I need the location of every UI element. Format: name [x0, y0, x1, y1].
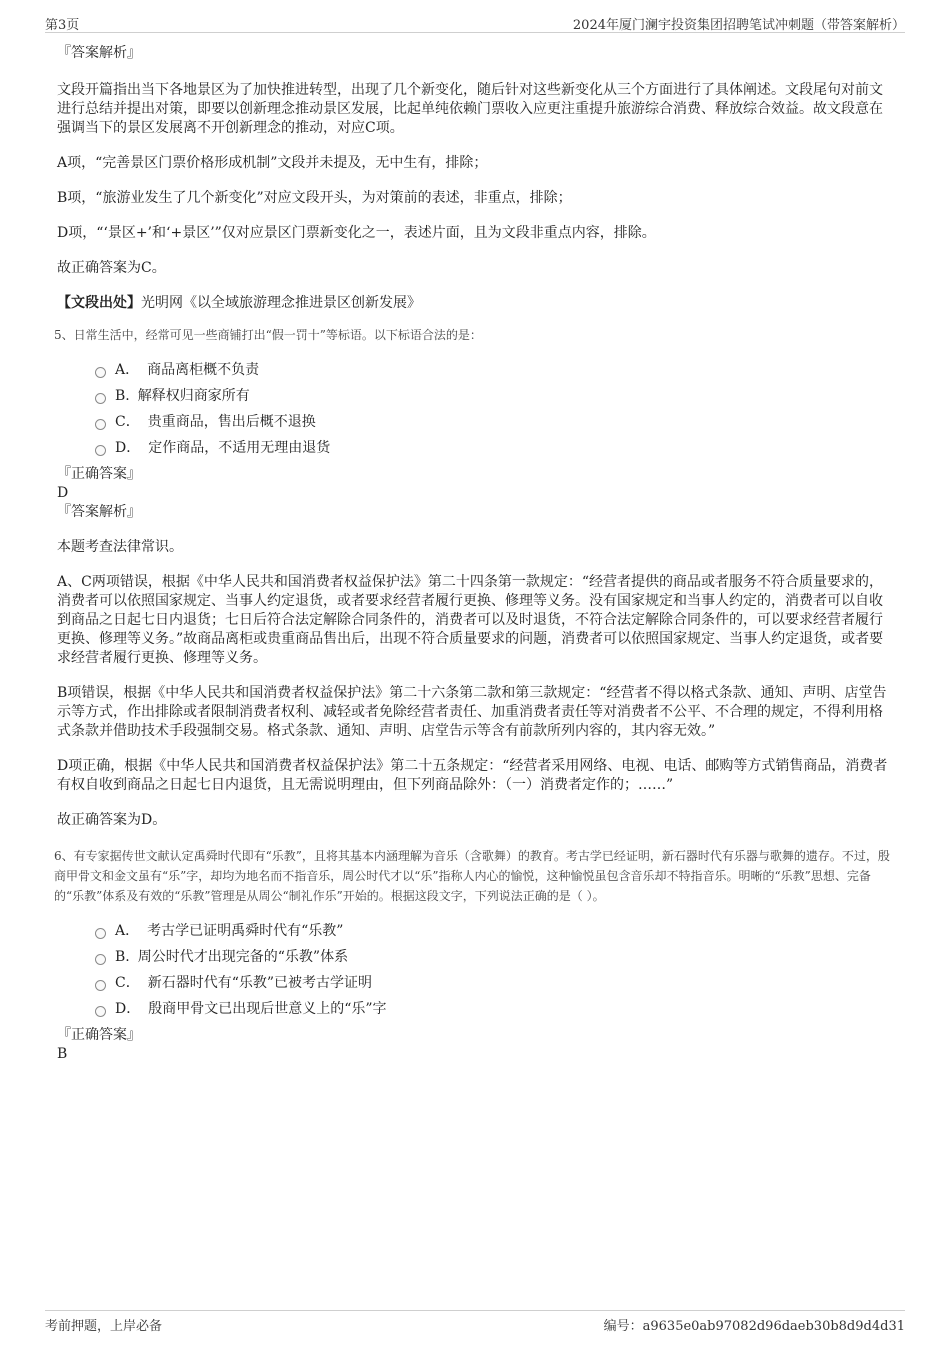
question-6-option-b[interactable]: B. 周公时代才出现完备的“乐教”体系: [95, 944, 890, 970]
question-5-option-d[interactable]: D． 定作商品，不适用无理由退货: [95, 435, 890, 461]
page-header: [45, 14, 905, 33]
analysis-option-a: A项，“完善景区门票价格形成机制”文段并未提及，无中生有，排除；: [57, 155, 488, 171]
question-5-analysis-ac: A、C两项错误，根据《中华人民共和国消费者权益保护法》第二十四条第一款规定：“经营者提供的商品或者服务不符合质量要求的，消费者可以依照国家规定、当事人约定退货，或者要求经营者履行更换、修理等义务。没有国家规定和当事人约定的，消费者可以自收到商品之日起七日内退货；七日后符合法定解除合同条件的，消费者可以及时退货，不符合法定解除合同条件的，可以要求经营者履行更换、修理等义务。”故商品离柜或贵重商品售出后，出现不符合质量要求的问题，消费者可以依照国家规定、当事人约定退货，或者要求经营者履行更换、修理等义务。: [57, 574, 884, 666]
radio-icon[interactable]: [95, 393, 106, 404]
question-5-option-a[interactable]: A． 商品离柜概不负责: [95, 357, 890, 383]
question-6-option-a[interactable]: A． 考古学已证明禹舜时代有“乐教”: [95, 918, 890, 944]
radio-icon[interactable]: [95, 954, 106, 965]
question-5-analysis-b: B项错误，根据《中华人民共和国消费者权益保护法》第二十六条第二款和第三款规定：“经营者不得以格式条款、通知、声明、店堂告示等方式，作出排除或者限制消费者权利、减轻或者免除经营者责任、加重消费者责任等对消费者不公平、不合理的规定，不得利用格式条款并借助技术手段强制交易。格式条款、通知、声明、店堂告示等含有前款所列内容的，其内容无效。”: [57, 685, 887, 739]
source-line: [57, 294, 890, 313]
footer-code-value: a9635e0ab97082d96daeb30b8d9d4d31: [642, 1319, 905, 1334]
question-6-answer: B: [57, 1046, 68, 1062]
radio-icon[interactable]: [95, 419, 106, 430]
radio-icon[interactable]: [95, 445, 106, 456]
question-5-answer: D: [57, 485, 69, 501]
question-5-options: [95, 357, 890, 461]
footer-code-label: 编号：: [603, 1319, 643, 1334]
question-6-answer-label: 『正确答案』: [57, 1027, 141, 1043]
radio-icon[interactable]: [95, 367, 106, 378]
question-5-intro: 本题考查法律常识。: [57, 539, 183, 555]
page-number: 第3页: [45, 18, 80, 33]
radio-icon[interactable]: [95, 928, 106, 939]
analysis-label: 『答案解析』: [57, 45, 141, 61]
page-footer: [45, 1310, 905, 1333]
document-content: [54, 44, 890, 1064]
question-5-option-c[interactable]: C． 贵重商品，售出后概不退换: [95, 409, 890, 435]
question-5-analysis-d: D项正确，根据《中华人民共和国消费者权益保护法》第二十五条规定：“经营者采用网络、电视、电话、邮购等方式销售商品，消费者有权自收到商品之日起七日内退货，且无需说明理由，但下列商品除外：（一）消费者定作的；……”: [57, 758, 888, 793]
footer-code: [604, 1315, 905, 1334]
footer-slogan: 考前押题，上岸必备: [45, 1319, 163, 1334]
radio-icon[interactable]: [95, 1006, 106, 1017]
question-6-option-d[interactable]: D． 殷商甲骨文已出现后世意义上的“乐”字: [95, 996, 890, 1022]
question-5-conclusion: 故正确答案为D。: [57, 812, 167, 828]
question-6-option-c[interactable]: C． 新石器时代有“乐教”已被考古学证明: [95, 970, 890, 996]
radio-icon[interactable]: [95, 980, 106, 991]
analysis-conclusion: 故正确答案为C。: [57, 260, 166, 276]
analysis-paragraph: 文段开篇指出当下各地景区为了加快推进转型，出现了几个新变化，随后针对这些新变化从三个方面进行了具体阐述。文段尾句对前文进行总结并提出对策，即要以创新理念推动景区发展，比起单纯依赖门票收入应更注重提升旅游综合消费、释放综合效益。故文段意在强调当下的景区发展离不开创新理念的推动，对应C项。: [57, 82, 883, 136]
source-label: 【文段出处】: [57, 295, 141, 311]
question-6-stem: 6、有专家据传世文献认定禹舜时代即有“乐教”，且将其基本内涵理解为音乐（含歌舞）的教育。考古学已经证明，新石器时代有乐器与歌舞的遗存。不过，殷商甲骨文和金文虽有“乐”字，却均为地名而不指音乐，周公时代才以“乐”指称人内心的愉悦，这种愉悦虽包含音乐却不特指音乐。明晰的“乐教”思想、完备的“乐教”体系及有效的“乐教”管理是从周公“制礼作乐”开始的。根据这段文字，下列说法正确的是（ ）。: [54, 849, 890, 903]
question-6-options: [95, 918, 890, 1022]
question-5-answer-label: 『正确答案』: [57, 466, 141, 482]
question-5-stem: 5、日常生活中，经常可见一些商铺打出“假一罚十”等标语。以下标语合法的是：: [54, 328, 482, 342]
question-5-analysis-label: 『答案解析』: [57, 504, 141, 520]
analysis-option-d: D项，“‘景区+’和‘+景区’”仅对应景区门票新变化之一，表述片面，且为文段非重点内容，排除。: [57, 225, 656, 241]
source-text: 光明网《以全域旅游理念推进景区创新发展》: [141, 295, 421, 311]
question-5-option-b[interactable]: B. 解释权归商家所有: [95, 383, 890, 409]
analysis-option-b: B项，“旅游业发生了几个新变化”对应文段开头，为对策前的表述，非重点，排除；: [57, 190, 572, 206]
document-title: 2024年厦门澜宇投资集团招聘笔试冲刺题（带答案解析）: [572, 18, 905, 33]
